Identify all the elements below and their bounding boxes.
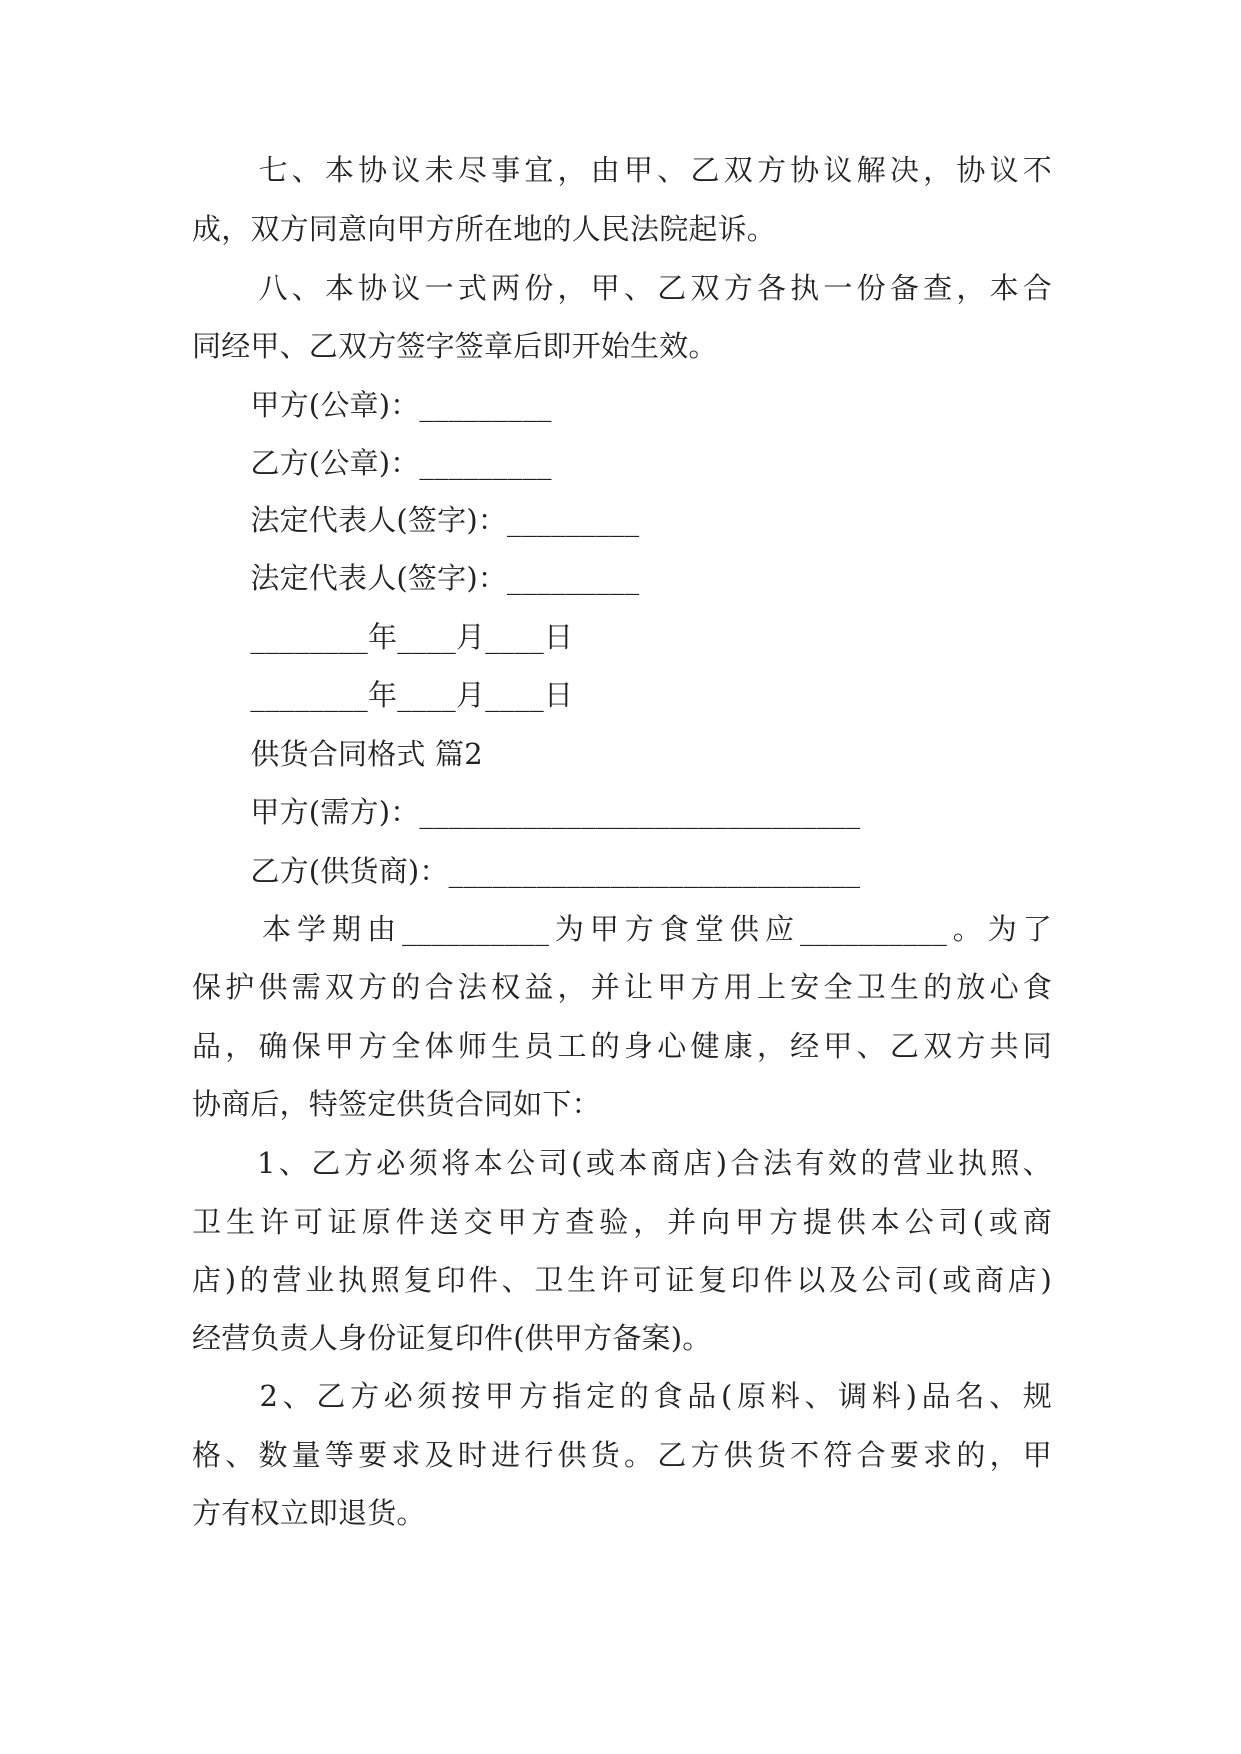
legal-rep-signature-line-2: 法定代表人(签字)：_________ bbox=[192, 561, 640, 595]
item-2-line-2: 格、数量等要求及时进行供货。乙方供货不符合要求的，甲 bbox=[192, 1438, 1052, 1472]
clause-8-line-1: 八、本协议一式两份，甲、乙双方各执一份备查，本合 bbox=[192, 271, 1052, 305]
item-1-line-2: 卫生许可证原件送交甲方查验，并向甲方提供本公司(或商 bbox=[192, 1205, 1052, 1239]
item-1-line-1: 1、乙方必须将本公司(或本商店)合法有效的营业执照、 bbox=[192, 1146, 1052, 1180]
date-line-2: ________年____月____日 bbox=[192, 678, 574, 712]
party-b-supplier-line: 乙方(供货商)：____________________________ bbox=[192, 854, 861, 888]
item-2-line-3: 方有权立即退货。 bbox=[192, 1496, 426, 1530]
item-2-line-1: 2、乙方必须按甲方指定的食品(原料、调料)品名、规 bbox=[192, 1379, 1052, 1413]
clause-7-line-2: 成，双方同意向甲方所在地的人民法院起诉。 bbox=[192, 212, 777, 246]
party-a-buyer-line: 甲方(需方)：______________________________ bbox=[192, 795, 861, 829]
section-heading: 供货合同格式 篇2 bbox=[192, 737, 483, 771]
intro-line-1: 本学期由__________为甲方食堂供应__________。为了 bbox=[192, 912, 1052, 946]
party-b-seal-line: 乙方(公章)：_________ bbox=[192, 446, 552, 480]
item-1-line-4: 经营负责人身份证复印件(供甲方备案)。 bbox=[192, 1321, 712, 1355]
clause-8-line-2: 同经甲、乙双方签字签章后即开始生效。 bbox=[192, 329, 718, 363]
intro-line-2: 保护供需双方的合法权益，并让甲方用上安全卫生的放心食 bbox=[192, 970, 1052, 1004]
date-line-1: ________年____月____日 bbox=[192, 620, 574, 654]
intro-line-3: 品，确保甲方全体师生员工的身心健康，经甲、乙双方共同 bbox=[192, 1029, 1052, 1063]
intro-line-4: 协商后，特签定供货合同如下： bbox=[192, 1087, 601, 1121]
clause-7-line-1: 七、本协议未尽事宜，由甲、乙双方协议解决，协议不 bbox=[192, 153, 1052, 187]
party-a-seal-line: 甲方(公章)：_________ bbox=[192, 388, 552, 422]
legal-rep-signature-line-1: 法定代表人(签字)：_________ bbox=[192, 503, 640, 537]
item-1-line-3: 店)的营业执照复印件、卫生许可证复印件以及公司(或商店) bbox=[192, 1263, 1052, 1297]
